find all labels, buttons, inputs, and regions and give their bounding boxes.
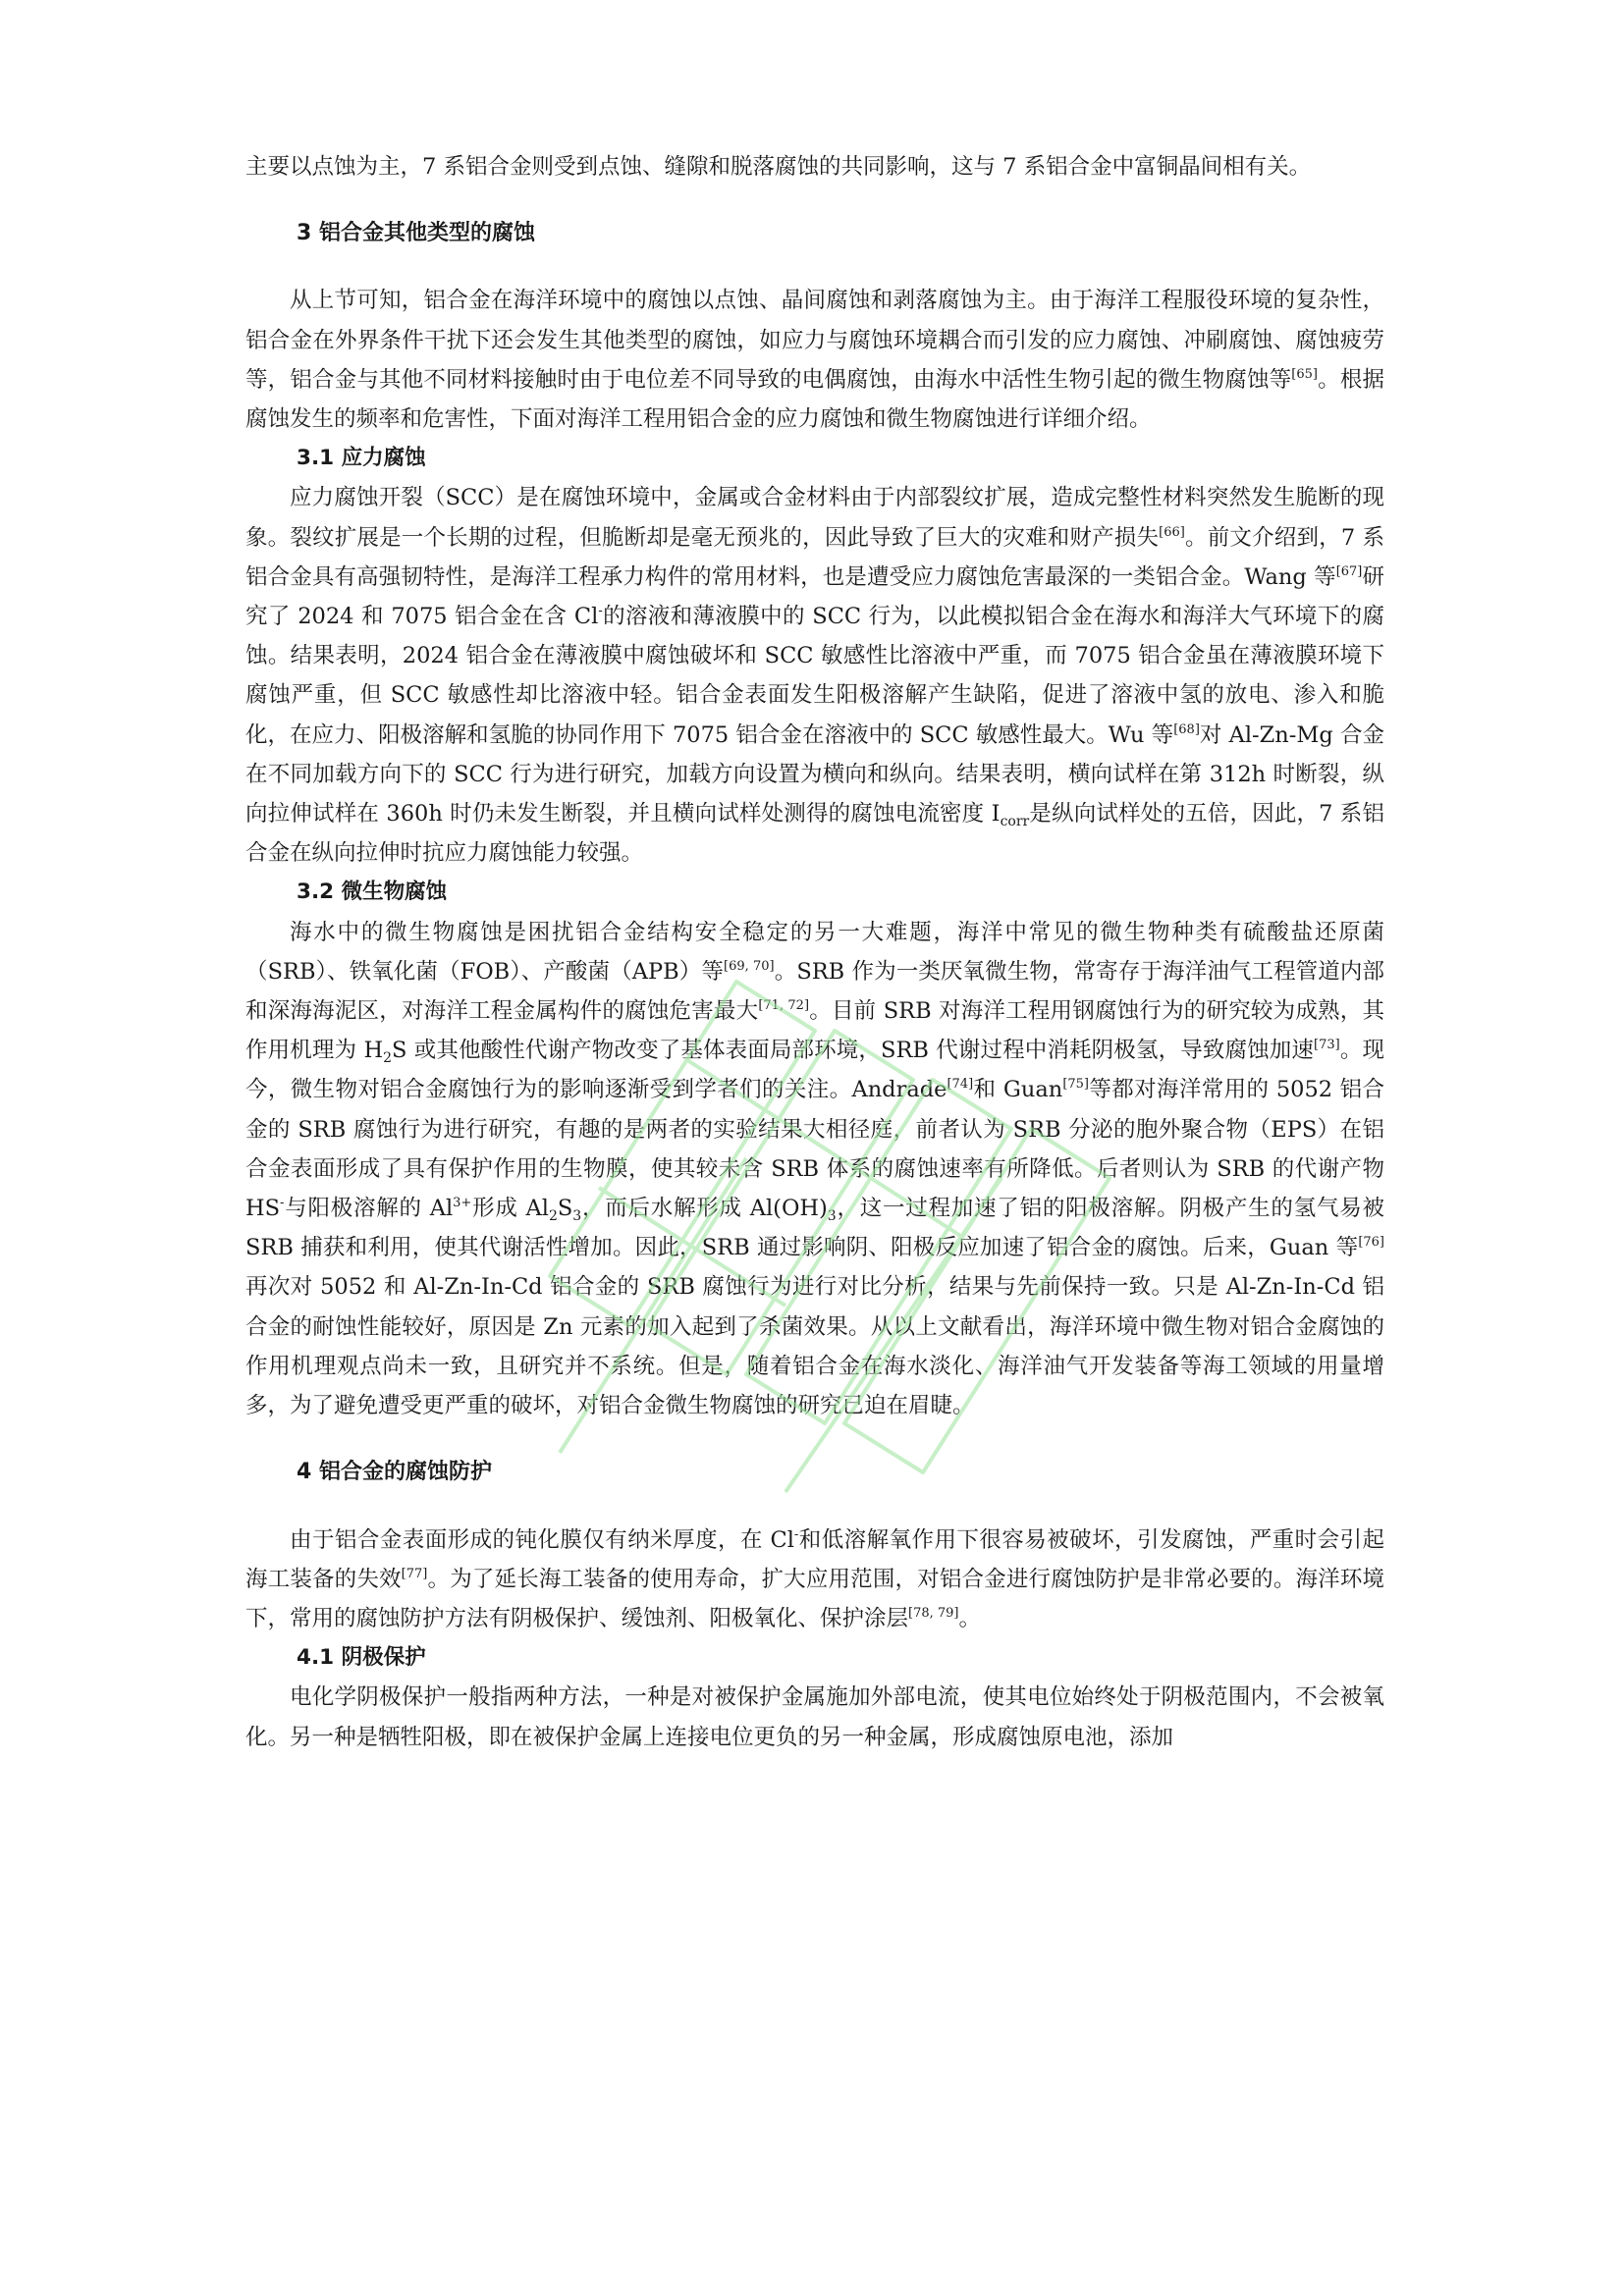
subscript: corr [1000,814,1030,830]
superscript: - [598,604,603,619]
section-4-1-paragraph: 电化学阴极保护一般指两种方法，一种是对被保护金属施加外部电流，使其电位始终处于阴极范围内，不会被氧化。另一种是牺牲阳极，即在被保护金属上连接电位更负的另一种金属，形成腐蚀原电池，添加 [245,1684,1384,1750]
section-3-paragraph: 从上节可知，铝合金在海洋环境中的腐蚀以点蚀、晶间腐蚀和剥落腐蚀为主。由于海洋工程服役环境的复杂性，铝合金在外界条件干扰下还会发生其他类型的腐蚀，如应力与腐蚀环境耦合而引发的应力腐蚀、冲刷腐蚀、腐蚀疲劳等，铝合金与其他不同材料接触时由于电位差不同导致的电偶腐蚀，由海水中活性生物引起的微生物腐蚀等[65]。根据腐蚀发生的频率和危害性，下面对海洋工程用铝合金的应力腐蚀和微生物腐蚀进行详细介绍。 [245,288,1384,433]
section-4-heading: 4 铝合金的腐蚀防护 [297,1460,492,1485]
superscript: - [793,1526,799,1542]
citation: [77] [401,1566,428,1581]
section-4-1-heading: 4.1 阴极保护 [297,1645,426,1671]
citation: [78, 79] [908,1605,959,1621]
section-3-1-heading: 3.1 应力腐蚀 [297,446,426,471]
intro-paragraph: 主要以点蚀为主，7 系铝合金则受到点蚀、缝隙和脱落腐蚀的共同影响，这与 7 系铝合金中富铜晶间相有关。 [245,154,1312,180]
citation: [67] [1335,563,1363,579]
section-3-2-heading: 3.2 微生物腐蚀 [297,880,448,905]
citation: [68] [1173,721,1200,737]
citation: [76] [1358,1235,1384,1251]
section-3-heading: 3 铝合金其他类型的腐蚀 [297,221,535,246]
citation: [75] [1062,1077,1089,1093]
citation: [73] [1314,1038,1340,1053]
subscript: 3 [572,1208,582,1225]
subscript: 3 [827,1208,837,1225]
document-page [245,147,1384,1757]
citation: [65] [1291,366,1318,382]
citation: [71, 72] [758,998,810,1014]
section-3-1-paragraph: 应力腐蚀开裂（SCC）是在腐蚀环境中，金属或合金材料由于内部裂纹扩展，造成完整性材料突然发生脆断的现象。裂纹扩展是一个长期的过程，但脆断却是毫无预兆的，因此导致了巨大的灾难和财产损失[66]。前文介绍到，7 系铝合金具有高强韧特性，是海洋工程承力构件的常用材料，也是遭受应力腐蚀危害最深的一类铝合金。Wang 等[67]研究了 2024 和 7075 铝合金在含 Cl-的溶液和薄液膜中的 SCC 行为，以此模拟铝合金在海水和海洋大气环境下的腐蚀。结果表明，2024 铝合金在薄液膜中腐蚀破坏和 SCC 敏感性比溶液中严重，而 7075 铝合金虽在薄液膜环境下腐蚀严重，但 SCC 敏感性却比溶液中轻。铝合金表面发生阳极溶解产生缺陷，促进了溶液中氢的放电、渗入和脆化，在应力、阳极溶解和氢脆的协同作用下 7075 铝合金在溶液中的 SCC 敏感性最大。Wu 等[68]对 Al-Zn-Mg 合金在不同加载方向下的 SCC 行为进行研究，加载方向设置为横向和纵向。结果表明，横向试样在第 312h 时断裂，纵向拉伸试样在 360h 时仍未发生断裂，并且横向试样处测得的腐蚀电流密度 $I_{corr}$是纵向试样处的五倍，因此，7 系铝合金在纵向拉伸时抗应力腐蚀能力较强。 [245,485,1384,867]
citation: [69, 70] [724,958,775,974]
subscript: 2 [548,1208,558,1225]
superscript: 3+ [453,1196,472,1211]
section-4-paragraph: 由于铝合金表面形成的钝化膜仅有纳米厚度，在 Cl-和低溶解氧作用下很容易被破坏，引发腐蚀，严重时会引起海工装备的失效[77]。为了延长海工装备的使用寿命，扩大应用范围，对铝合金进行腐蚀防护是非常必要的。海洋环境下，常用的腐蚀防护方法有阴极保护、缓蚀剂、阳极氧化、保护涂层[78, 79]。 [245,1526,1384,1631]
section-3-2-paragraph: 海水中的微生物腐蚀是困扰铝合金结构安全稳定的另一大难题，海洋中常见的微生物种类有硫酸盐还原菌（SRB）、铁氧化菌（FOB）、产酸菌（APB）等[69, 70]。SRB 作为一类厌氧微生物，常寄存于海洋油气工程管道内部和深海海泥区，对海洋工程金属构件的腐蚀危害最大[71, 72]。目前 SRB 对海洋工程用钢腐蚀行为的研究较为成熟，其作用机理为 $H_2S$ 或其他酸性代谢产物改变了基体表面局部环境，SRB 代谢过程中消耗阴极氢，导致腐蚀加速[73]。现今，微生物对铝合金腐蚀行为的影响逐渐受到学者们的关注。Andrade[74]和 Guan[75]等都对海洋常用的 5052 铝合金的 SRB 腐蚀行为进行研究，有趣的是两者的实验结果大相径庭，前者认为 SRB 分泌的胞外聚合物（EPS）在铝合金表面形成了具有保护作用的生物膜，使其较未含 SRB 体系的腐蚀速率有所降低。后者则认为 SRB 的代谢产物 HS-与阳极溶解的 $Al^{3+}$形成 $Al_2S_3$，而后水解形成 $Al(OH)_3$，这一过程加速了铝的阳极溶解。阴极产生的氢气易被 SRB 捕获和利用，使其代谢活性增加。因此，SRB 通过影响阴、阳极反应加速了铝合金的腐蚀。后来，Guan 等[76]再次对 5052 和 Al-Zn-In-Cd 铝合金的 SRB 腐蚀行为进行对比分析，结果与先前保持一致。只是 Al-Zn-In-Cd 铝合金的耐蚀性能较好，原因是 Zn 元素的加入起到了杀菌效果。从以上文献看出，海洋环境中微生物对铝合金腐蚀的作用机理观点尚未一致，且研究并不系统。但是，随着铝合金在海水淡化、海洋油气开发装备等海工领域的用量增多，为了避免遭受更严重的破坏，对铝合金微生物腐蚀的研究已迫在眉睫。 [245,919,1385,1419]
citation: [66] [1159,524,1185,540]
superscript: - [280,1196,285,1211]
citation: [74] [947,1077,974,1093]
subscript: 2 [383,1050,393,1067]
